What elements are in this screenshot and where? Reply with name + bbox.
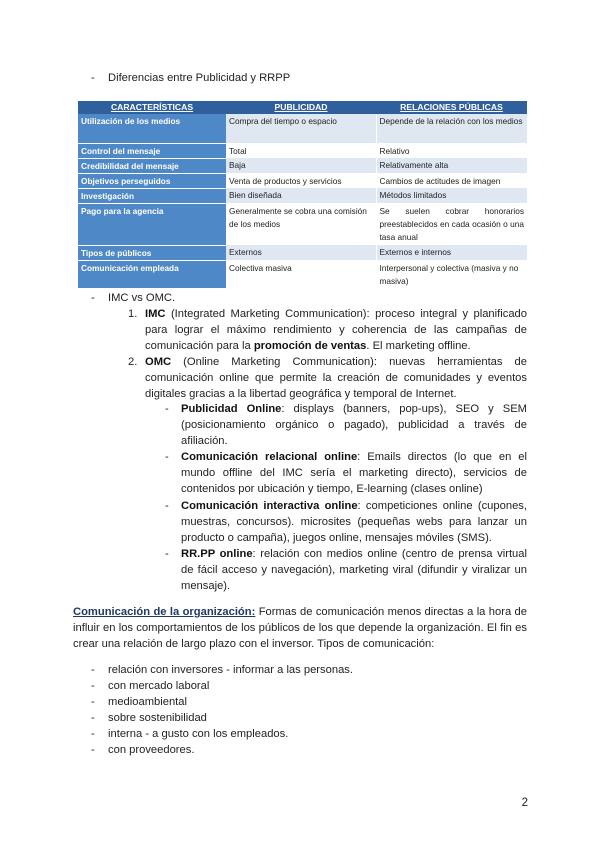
table-cell: Externos e internos — [376, 245, 527, 260]
list-text: : displays (banners, pop-ups), SEO y SEM (posicionamiento orgánico o pagado), publicidad a través de afiliación. — [181, 403, 527, 448]
row-label: Objetivos perseguidos — [78, 173, 226, 188]
comparison-table — [78, 101, 527, 289]
list-item: interna - a gusto con los empleados. — [108, 728, 289, 740]
table-row — [78, 158, 527, 173]
list-item — [181, 546, 527, 595]
table-cell: Relativamente alta — [376, 158, 527, 173]
bullet-dash: - — [165, 500, 169, 512]
row-label: Pago para la agencia — [78, 203, 226, 245]
org-paragraph — [73, 604, 527, 653]
list-text: : Emails directos (lo que en el mundo offline del IMC sería el marketing directo), servicios de contenidos por ubicación y tiempo, E-learning (clases online) — [181, 451, 528, 496]
list-item: con mercado laboral — [108, 680, 210, 692]
bullet-dash: - — [91, 680, 95, 692]
list-item: relación con inversores - informar a las personas. — [108, 664, 353, 676]
row-label: Control del mensaje — [78, 143, 226, 158]
list-term: OMC — [145, 356, 172, 368]
table-row — [78, 188, 527, 203]
table-cell: Externos — [226, 245, 376, 260]
bullet-dash: - — [91, 744, 95, 756]
bullet-dash: - — [165, 548, 169, 560]
table-cell: Colectiva masiva — [226, 260, 376, 288]
table-header-cell: PUBLICIDAD — [226, 101, 376, 114]
list-item-omc — [145, 354, 527, 403]
list-term: IMC — [145, 308, 166, 320]
intro-bullet-text: Diferencias entre Publicidad y RRPP — [108, 72, 291, 84]
list-item — [181, 498, 527, 547]
table-header-row — [78, 101, 527, 114]
list-term: RR.PP online — [181, 548, 253, 560]
list-number: 2. — [128, 356, 138, 368]
table-row — [78, 260, 527, 288]
table-row — [78, 245, 527, 260]
table-cell: Total — [226, 143, 376, 158]
row-label: Credibilidad del mensaje — [78, 158, 226, 173]
table-cell: Cambios de actitudes de imagen — [376, 173, 527, 188]
page-number: 2 — [521, 797, 528, 809]
table-cell: Depende de la relación con los medios — [376, 114, 527, 143]
imc-bullet-text: IMC vs OMC. — [108, 292, 176, 304]
paragraph-text: Formas de comunicación menos directas a la hora de influir en los comportamientos de los públicos de los que depende la organización. El fin es crear una relación de largo plazo con el inversor. Tipos de comunicación: — [73, 606, 527, 651]
row-label: Utilización de los medios — [78, 114, 226, 143]
list-bold-text: promoción de ventas — [253, 340, 367, 353]
table-row — [78, 143, 527, 158]
bullet-dash: - — [165, 451, 169, 463]
bullet-dash: - — [91, 72, 95, 84]
table-cell: Baja — [226, 158, 376, 173]
list-text: : competiciones online (cupones, muestras, concursos). microsites (pequeñas webs para lanzar un producto o campaña), juegos online, mensajes móviles (SMS). — [181, 500, 527, 545]
table-cell: Relativo — [376, 143, 527, 158]
table-cell: Interpersonal y colectiva (masiva y no masiva) — [376, 260, 527, 288]
row-label: Tipos de públicos — [78, 245, 226, 260]
table-cell: Se suelen cobrar honorarios preestablecidos en cada ocasión o una tasa anual — [376, 203, 527, 245]
table-row — [78, 114, 527, 143]
table-cell: Métodos limitados — [376, 188, 527, 203]
list-item — [181, 401, 527, 450]
list-text: (Integrated Marketing Communication): proceso integral y planificado para lograr el máximo rendimiento y coherencia de las campañas de comunicación para la — [145, 308, 527, 353]
table-header-cell: CARACTERÍSTICAS — [78, 101, 226, 114]
bullet-dash: - — [91, 712, 95, 724]
table-cell: Bien diseñada — [226, 188, 376, 203]
table-cell: Venta de productos y servicios — [226, 173, 376, 188]
list-term: Comunicación interactiva online — [181, 500, 358, 512]
section-heading: Comunicación de la organización: — [73, 606, 256, 618]
bullet-dash: - — [91, 292, 95, 304]
list-item: sobre sostenibilidad — [108, 712, 207, 724]
bullet-dash: - — [91, 664, 95, 676]
list-text: (Online Marketing Communication): nuevas herramientas de comunicación online que permite la creación de comunidades y eventos digitales gracias a la libertad geográfica y temporal de Internet. — [145, 356, 527, 401]
table-row — [78, 173, 527, 188]
list-text: . El marketing offline. — [366, 340, 471, 353]
list-item — [181, 449, 527, 498]
row-label: Comunicación empleada — [78, 260, 226, 288]
list-text: : relación con medios online (centro de prensa virtual de fácil acceso y navegación), marketing viral (difundir y viralizar un mensaje). — [181, 548, 527, 593]
table-row — [78, 203, 527, 245]
bullet-dash: - — [91, 728, 95, 740]
list-number: 1. — [128, 308, 138, 320]
list-term: Publicidad Online — [181, 403, 282, 415]
table-cell: Compra del tiempo o espacio — [226, 114, 376, 143]
bullet-dash: - — [165, 403, 169, 415]
table-header-cell: RELACIONES PÚBLICAS — [376, 101, 527, 114]
list-item: medioambiental — [108, 696, 187, 708]
list-term: Comunicación relacional online — [181, 451, 358, 463]
table-cell: Generalmente se cobra una comisión de los medios — [226, 203, 376, 245]
list-item-imc — [145, 306, 527, 355]
row-label: Investigación — [78, 188, 226, 203]
list-item: con proveedores. — [108, 744, 195, 756]
bullet-dash: - — [91, 696, 95, 708]
